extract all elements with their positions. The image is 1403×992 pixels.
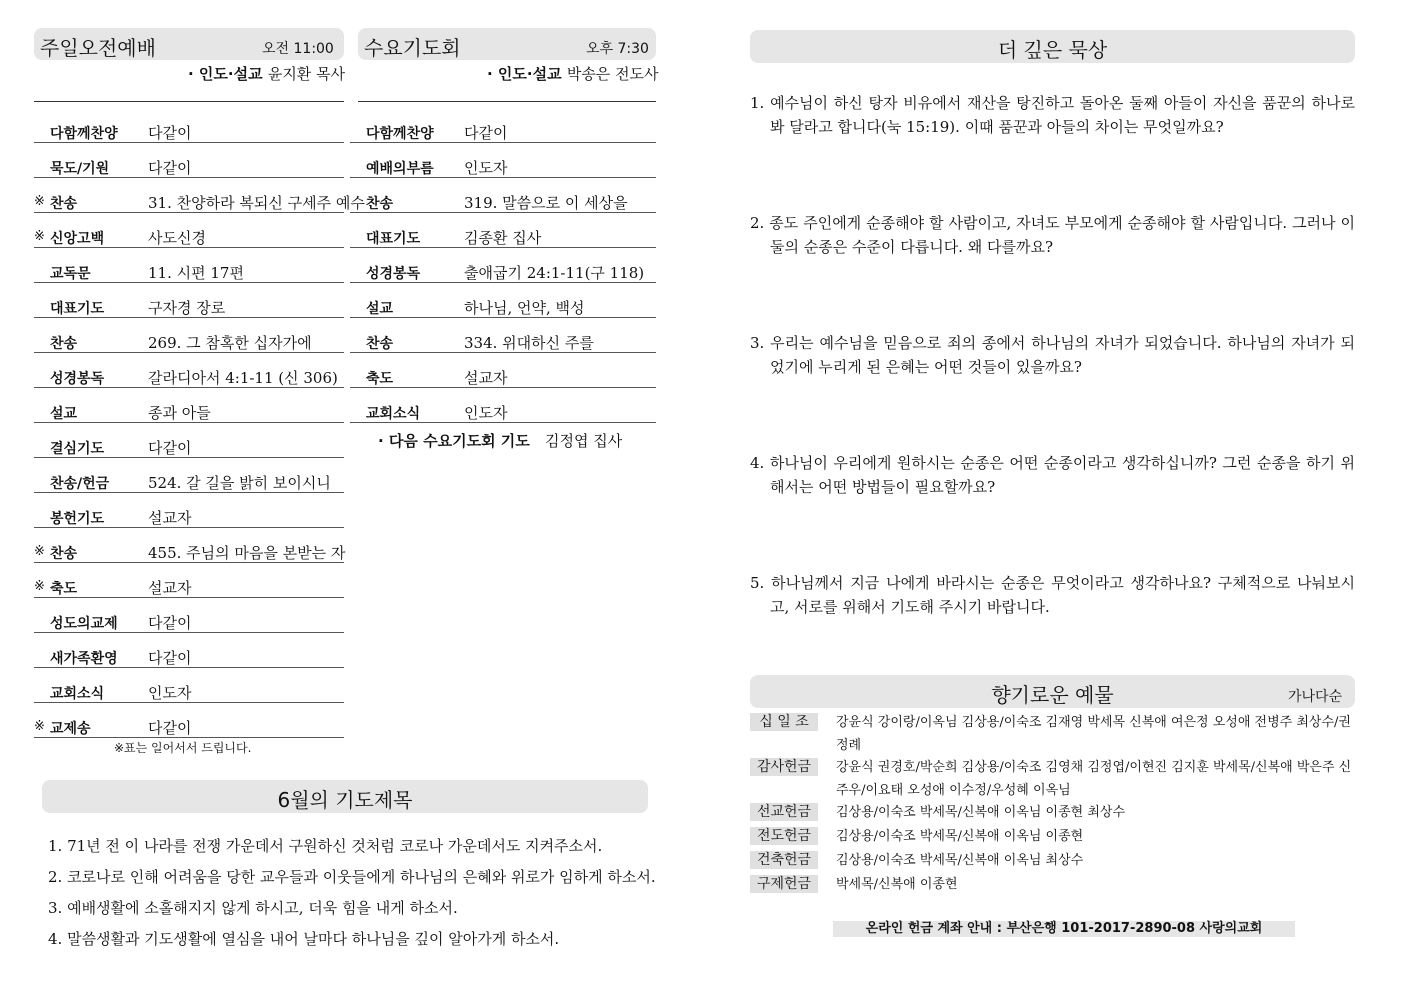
next-prayer-label: · 다음 수요기도회 기도 <box>378 432 530 450</box>
list-item: 4. 하나님이 우리에게 원하시는 순종은 어떤 순종이라고 생각하십니까? 그런 순종을 하기 위해서는 어떤 방법들이 필요할까요? <box>750 454 1355 496</box>
offering-names: 김상용/이숙조 박세목/신복애 이옥님 최상수 <box>836 853 1084 868</box>
sunday-leader-label: · 인도·설교 <box>188 65 263 83</box>
wednesday-top-rule <box>358 101 656 102</box>
order-row <box>350 108 656 143</box>
order-value: 다같이 <box>148 719 192 737</box>
order-value: 인도자 <box>464 404 508 422</box>
sunday-leader <box>188 63 345 84</box>
sunday-time: 오전 11:00 <box>262 41 334 57</box>
offering-names: 강윤식 권경호/박순희 김상용/이숙조 김영채 김정엽/이현진 김지훈 박세목/신복애 박은주 신주우/이요태 오성애 이수정/우성혜 이옥님 <box>836 760 1352 798</box>
list-item: 4. 말씀생활과 기도생활에 열심을 내어 날마다 하나님을 깊이 알아가게 하소서. <box>48 930 560 948</box>
list-item: 2. 종도 주인에게 순종해야 할 사람이고, 자녀도 부모에게 순종해야 할 사람입니다. 그러나 이 둘의 순종은 수준이 다릅니다. 왜 다를까요? <box>750 214 1355 256</box>
order-label: 대표기도 <box>50 301 105 317</box>
standing-mark: ※ <box>34 194 45 209</box>
list-item: 5. 하나님께서 지금 나에게 바라시는 순종은 무엇이라고 생각하나요? 구체적으로 나눠보시고, 서로를 위해서 기도해 주시기 바랍니다. <box>750 574 1355 616</box>
prayer-title: 6월의 기도제목 <box>277 788 413 812</box>
order-row <box>34 633 344 668</box>
order-value: 종과 아들 <box>148 404 211 422</box>
order-row <box>350 353 656 388</box>
offering-category: 구제헌금 <box>750 875 818 893</box>
order-row <box>34 528 344 563</box>
order-label: 설교 <box>50 406 78 422</box>
bank-account-info: 온라인 헌금 계좌 안내 : 부산은행 101-2017-2890-08 사랑의교회 <box>833 921 1295 937</box>
order-label: 다함께찬양 <box>50 126 118 142</box>
wednesday-header <box>358 28 656 60</box>
order-row <box>350 143 656 178</box>
prayer-header <box>42 780 648 813</box>
order-label: 대표기도 <box>366 231 421 247</box>
offering-category: 선교헌금 <box>750 803 818 821</box>
order-value: 김종환 집사 <box>464 229 542 247</box>
list-item: 3. 우리는 예수님을 믿음으로 죄의 종에서 하나님의 자녀가 되었습니다. 하나님의 자녀가 되었기에 누리게 된 은혜는 어떤 것들이 있을까요? <box>750 334 1355 376</box>
order-row <box>34 248 344 283</box>
order-row <box>34 353 344 388</box>
offering-names: 강윤식 강이랑/이옥님 김상용/이숙조 김재영 박세목 신복애 여은정 오성애 전병주 최상수/권정례 <box>836 715 1351 753</box>
order-label: 교독문 <box>50 266 91 282</box>
offering-category: 십 일 조 <box>750 713 818 731</box>
list-item: 1. 예수님이 하신 탕자 비유에서 재산을 탕진하고 돌아온 둘째 아들이 자신을 품꾼의 하나로 봐 달라고 합니다(눅 15:19). 이때 품꾼과 아들의 차이는 무엇일까요? <box>750 94 1355 136</box>
order-label: 교제송 <box>50 721 91 737</box>
order-row <box>34 108 344 143</box>
sunday-title: 주일오전예배 <box>40 36 156 60</box>
wednesday-next-prayer <box>378 430 622 451</box>
order-value: 설교자 <box>148 509 192 527</box>
order-label: 찬송 <box>366 196 394 212</box>
standing-mark: ※ <box>34 579 45 594</box>
offering-names: 김상용/이숙조 박세목/신복애 이옥님 이종현 최상수 <box>836 805 1126 820</box>
order-row <box>350 213 656 248</box>
sunday-leader-name: 윤지환 목사 <box>267 65 346 83</box>
order-value: 인도자 <box>148 684 192 702</box>
order-label: 성도의교제 <box>50 616 118 632</box>
order-row <box>350 283 656 318</box>
order-label: 축도 <box>50 581 78 597</box>
order-label: 신앙고백 <box>50 231 105 247</box>
order-row <box>350 178 656 213</box>
order-label: 봉헌기도 <box>50 511 105 527</box>
order-value: 455. 주님의 마음을 본받는 자 <box>148 544 346 562</box>
list-item: 1. 71년 전 이 나라를 전쟁 가운데서 구원하신 것처럼 코로나 가운데서도 지켜주소서. <box>48 837 603 855</box>
order-label: 찬송/헌금 <box>50 476 110 492</box>
order-value: 524. 갈 길을 밝히 보이시니 <box>148 474 331 492</box>
order-label: 성경봉독 <box>366 266 421 282</box>
order-value: 하나님, 언약, 백성 <box>464 299 585 317</box>
order-row <box>34 668 344 703</box>
order-label: 축도 <box>366 371 394 387</box>
order-label: 찬송 <box>50 546 78 562</box>
offering-title: 향기로운 예물 <box>991 683 1114 707</box>
order-row <box>34 703 344 738</box>
order-value: 출애굽기 24:1-11(구 118) <box>464 264 645 282</box>
order-row <box>34 178 365 213</box>
order-row <box>34 493 344 528</box>
sunday-order-list <box>34 108 365 738</box>
order-label: 결심기도 <box>50 441 105 457</box>
offering-order: 가나다순 <box>1288 689 1343 705</box>
order-label: 교회소식 <box>366 406 421 422</box>
order-row <box>350 388 656 423</box>
meditation-header <box>750 30 1355 63</box>
offering-header <box>750 675 1355 708</box>
standing-note: ※표는 일어서서 드립니다. <box>114 741 252 755</box>
order-value: 갈라디아서 4:1-11 (신 306) <box>148 369 338 387</box>
standing-mark: ※ <box>34 229 45 244</box>
order-value: 269. 그 참혹한 십자가에 <box>148 334 312 352</box>
order-label: 성경봉독 <box>50 371 105 387</box>
wednesday-leader-label: · 인도·설교 <box>487 65 562 83</box>
order-value: 설교자 <box>464 369 508 387</box>
wednesday-leader-name: 박송은 전도사 <box>566 65 659 83</box>
prayer-list <box>48 835 668 959</box>
order-row <box>34 283 344 318</box>
order-label: 예배의부름 <box>366 161 434 177</box>
order-value: 인도자 <box>464 159 508 177</box>
offering-category: 전도헌금 <box>750 827 818 845</box>
order-row <box>34 423 344 458</box>
wednesday-order-list <box>350 108 656 423</box>
order-row <box>34 563 344 598</box>
order-row <box>34 318 344 353</box>
offering-category: 건축헌금 <box>750 851 818 869</box>
order-value: 다같이 <box>464 124 508 142</box>
order-value: 다같이 <box>148 649 192 667</box>
offering-names: 김상용/이숙조 박세목/신복애 이옥님 이종현 <box>836 829 1084 844</box>
wednesday-time: 오후 7:30 <box>586 41 649 57</box>
meditation-title: 더 깊은 묵상 <box>997 38 1108 62</box>
order-label: 새가족환영 <box>50 651 118 667</box>
list-item: 2. 코로나로 인해 어려움을 당한 교우들과 이웃들에게 하나님의 은혜와 위로가 임하게 하소서. <box>48 868 656 886</box>
offering-category: 감사헌금 <box>750 758 818 776</box>
order-value: 다같이 <box>148 159 192 177</box>
order-value: 설교자 <box>148 579 192 597</box>
next-prayer-name: 김정엽 집사 <box>545 432 623 450</box>
order-row <box>34 598 344 633</box>
order-value: 다같이 <box>148 124 192 142</box>
order-row <box>34 458 344 493</box>
wednesday-title: 수요기도회 <box>364 36 461 60</box>
order-label: 찬송 <box>366 336 394 352</box>
order-value: 11. 시편 17편 <box>148 264 244 282</box>
order-row <box>350 248 656 283</box>
order-label: 찬송 <box>50 196 78 212</box>
order-value: 319. 말씀으로 이 세상을 <box>464 194 628 212</box>
order-row <box>34 213 344 248</box>
standing-mark: ※ <box>34 544 45 559</box>
order-value: 다같이 <box>148 614 192 632</box>
order-label: 다함께찬양 <box>366 126 434 142</box>
order-value: 구자경 장로 <box>148 299 226 317</box>
sunday-top-rule <box>34 101 344 102</box>
order-label: 교회소식 <box>50 686 105 702</box>
order-value: 사도신경 <box>148 229 206 247</box>
order-value: 다같이 <box>148 439 192 457</box>
standing-mark: ※ <box>34 719 45 734</box>
offering-names: 박세목/신복애 이종현 <box>836 877 958 892</box>
order-value: 334. 위대하신 주를 <box>464 334 594 352</box>
order-row <box>34 388 344 423</box>
order-label: 묵도/기원 <box>50 161 110 177</box>
order-value: 31. 찬양하라 복되신 구세주 예수 <box>148 194 365 212</box>
sunday-header <box>34 28 344 60</box>
list-item: 3. 예배생활에 소홀해지지 않게 하시고, 더욱 힘을 내게 하소서. <box>48 899 458 917</box>
order-label: 설교 <box>366 301 394 317</box>
order-row <box>350 318 656 353</box>
wednesday-leader <box>487 63 659 84</box>
order-row <box>34 143 344 178</box>
order-label: 찬송 <box>50 336 78 352</box>
